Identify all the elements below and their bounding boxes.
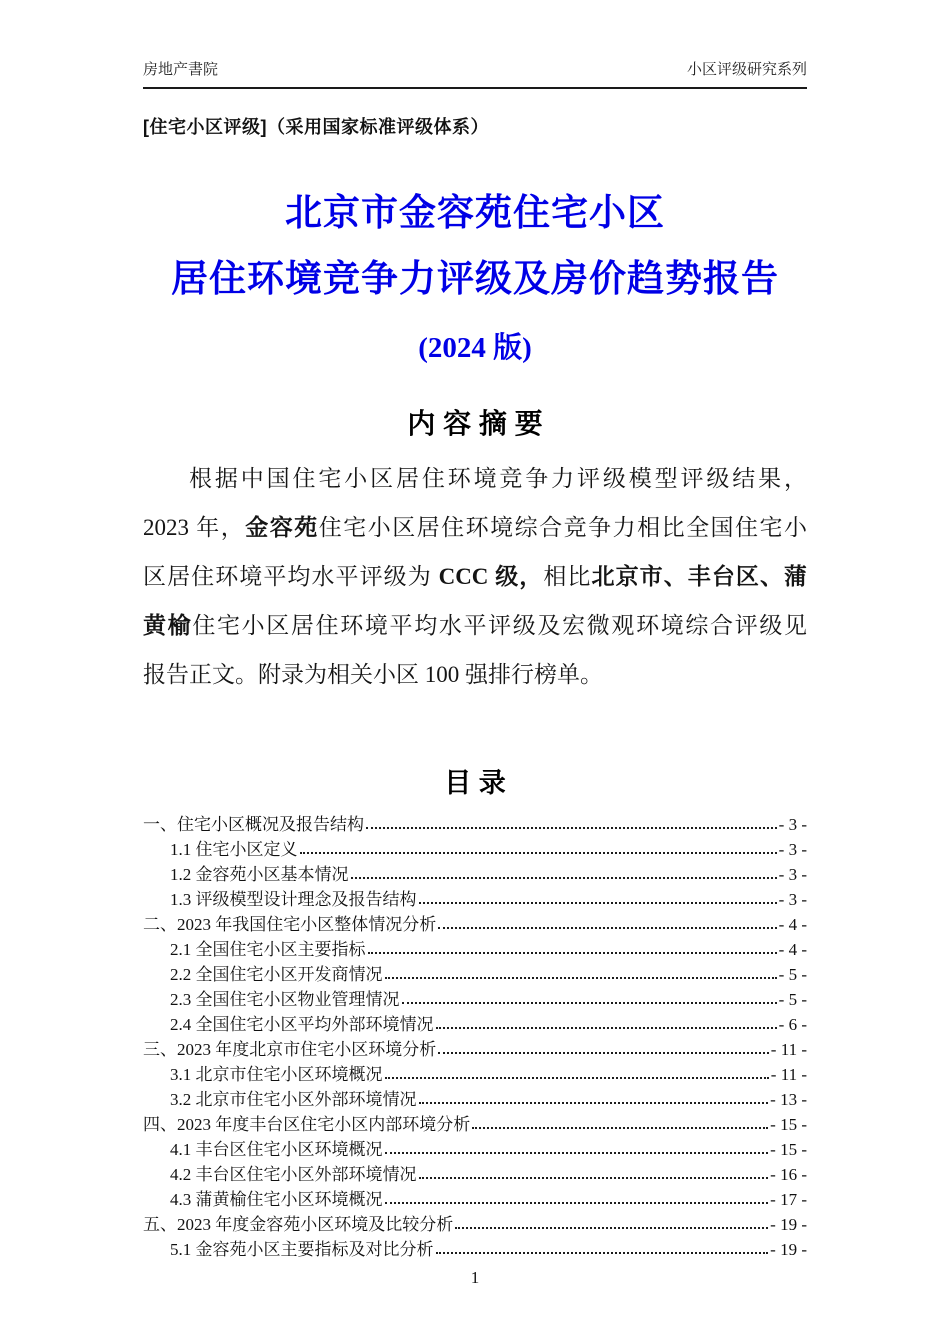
abstract-heading: 内 容 摘 要 xyxy=(407,408,543,439)
toc-entry xyxy=(143,935,807,960)
toc-page-number: - 15 - xyxy=(770,1115,807,1134)
toc-leader-dots xyxy=(402,1002,777,1004)
toc-entry-label: 3.1 北京市住宅小区环境概况 xyxy=(170,1065,383,1084)
toc-page-number: - 6 - xyxy=(778,1015,807,1034)
toc-entry xyxy=(143,1235,807,1260)
abstract-text: 根据中国住宅小区居住环境竞争力评级模型评级结果， xyxy=(189,466,807,491)
toc-leader-dots xyxy=(438,1052,769,1054)
toc-entry xyxy=(143,985,807,1010)
abstract-line xyxy=(143,503,807,552)
toc-leader-dots xyxy=(436,1027,777,1029)
toc-entry-label: 4.2 丰台区住宅小区外部环境情况 xyxy=(170,1165,417,1184)
toc-entry-label: 三、2023 年度北京市住宅小区环境分析 xyxy=(143,1040,437,1059)
toc-leader-dots xyxy=(385,977,777,979)
toc-leader-dots xyxy=(351,877,777,879)
toc-entry-label: 1.3 评级模型设计理念及报告结构 xyxy=(170,890,417,909)
report-title-line2: 居住环境竞争力评级及房价趋势报告 xyxy=(171,259,779,300)
toc-entry xyxy=(143,835,807,860)
toc-page-number: - 11 - xyxy=(770,1065,807,1084)
toc-page-number: - 15 - xyxy=(770,1140,807,1159)
toc-page-number: - 3 - xyxy=(778,815,807,834)
abstract-line xyxy=(143,454,807,503)
toc-page-number: - 5 - xyxy=(778,965,807,984)
toc-leader-dots xyxy=(366,827,777,829)
toc-entry-label: 1.2 金容苑小区基本情况 xyxy=(170,865,349,884)
toc-page-number: - 17 - xyxy=(770,1190,807,1209)
region-names-bold: 北京市、丰台区、蒲 xyxy=(591,564,808,589)
abstract-text: 住宅小区居住环境平均水平评级及宏微观环境综合评级见 xyxy=(192,613,808,638)
toc-page-number: - 16 - xyxy=(770,1165,807,1184)
toc-entry-label: 4.3 蒲黄榆住宅小区环境概况 xyxy=(170,1190,383,1209)
toc-entry xyxy=(143,1085,807,1110)
community-name-bold: 金容苑 xyxy=(245,515,319,540)
toc-entry-label: 5.1 金容苑小区主要指标及对比分析 xyxy=(170,1240,434,1259)
toc-entry xyxy=(143,1110,807,1135)
abstract-text: 2023 年， xyxy=(143,515,246,540)
toc-leader-dots xyxy=(385,1202,769,1204)
toc-page-number: - 5 - xyxy=(778,990,807,1009)
toc-entry xyxy=(143,1185,807,1210)
abstract-text: 住宅小区居住环境综合竞争力相比全国住宅小 xyxy=(318,515,808,540)
toc-page-number: - 3 - xyxy=(778,865,807,884)
toc-entry xyxy=(143,1210,807,1235)
toc-entry-label: 2.2 全国住宅小区开发商情况 xyxy=(170,965,383,984)
toc-entry-label: 二、2023 年我国住宅小区整体情况分析 xyxy=(143,915,437,934)
toc-page-number: - 11 - xyxy=(770,1040,807,1059)
toc-page-number: - 13 - xyxy=(770,1090,807,1109)
header-left-text: 房地产書院 xyxy=(143,61,219,78)
toc-leader-dots xyxy=(385,1077,769,1079)
toc-entry-label: 2.3 全国住宅小区物业管理情况 xyxy=(170,990,400,1009)
toc-page-number: - 19 - xyxy=(770,1215,807,1234)
toc-entry xyxy=(143,1135,807,1160)
toc-page-number: - 4 - xyxy=(778,915,807,934)
toc-leader-dots xyxy=(472,1127,768,1129)
toc-entry-label: 1.1 住宅小区定义 xyxy=(170,840,298,859)
page-number: 1 xyxy=(470,1268,480,1287)
table-of-contents xyxy=(143,810,807,1260)
toc-entry xyxy=(143,810,807,835)
toc-entry-label: 2.4 全国住宅小区平均外部环境情况 xyxy=(170,1015,434,1034)
rating-grade-bold: CCC 级， xyxy=(438,564,544,589)
abstract-text: 报告正文。附录为相关小区 100 强排行榜单。 xyxy=(143,662,603,687)
toc-entry xyxy=(143,960,807,985)
toc-page-number: - 3 - xyxy=(778,890,807,909)
toc-leader-dots xyxy=(385,1152,769,1154)
report-title-line1: 北京市金容苑住宅小区 xyxy=(285,193,665,234)
header-right-text: 小区评级研究系列 xyxy=(686,61,807,78)
toc-page-number: - 4 - xyxy=(778,940,807,959)
abstract-text: 相比 xyxy=(543,564,592,589)
toc-heading: 目 录 xyxy=(444,768,506,798)
toc-entry xyxy=(143,860,807,885)
toc-entry xyxy=(143,1060,807,1085)
abstract-line xyxy=(143,601,807,650)
toc-leader-dots xyxy=(368,952,777,954)
toc-leader-dots xyxy=(455,1227,768,1229)
toc-leader-dots xyxy=(438,927,776,929)
region-names-bold-cont: 黄榆 xyxy=(143,613,193,638)
abstract-text: 区居住环境平均水平评级为 xyxy=(143,564,439,589)
toc-entry xyxy=(143,1160,807,1185)
toc-entry xyxy=(143,885,807,910)
abstract-body xyxy=(143,454,807,699)
abstract-line xyxy=(143,650,807,699)
toc-entry-label: 四、2023 年度丰台区住宅小区内部环境分析 xyxy=(143,1115,471,1134)
toc-page-number: - 3 - xyxy=(778,840,807,859)
toc-leader-dots xyxy=(419,1177,769,1179)
page-header xyxy=(143,0,807,89)
toc-leader-dots xyxy=(419,902,777,904)
abstract-line xyxy=(143,552,807,601)
toc-leader-dots xyxy=(436,1252,769,1254)
toc-page-number: - 19 - xyxy=(770,1240,807,1259)
toc-leader-dots xyxy=(419,1102,769,1104)
toc-entry-label: 一、住宅小区概况及报告结构 xyxy=(143,815,364,834)
toc-entry xyxy=(143,1010,807,1035)
toc-entry-label: 2.1 全国住宅小区主要指标 xyxy=(170,940,366,959)
toc-entry-label: 五、2023 年度金容苑小区环境及比较分析 xyxy=(143,1215,454,1234)
report-edition: (2024 版) xyxy=(418,332,532,364)
rating-system-note: [住宅小区评级]（采用国家标准评级体系） xyxy=(143,117,489,137)
toc-entry xyxy=(143,910,807,935)
toc-entry xyxy=(143,1035,807,1060)
toc-entry-label: 4.1 丰台区住宅小区环境概况 xyxy=(170,1140,383,1159)
toc-leader-dots xyxy=(300,852,777,854)
toc-entry-label: 3.2 北京市住宅小区外部环境情况 xyxy=(170,1090,417,1109)
